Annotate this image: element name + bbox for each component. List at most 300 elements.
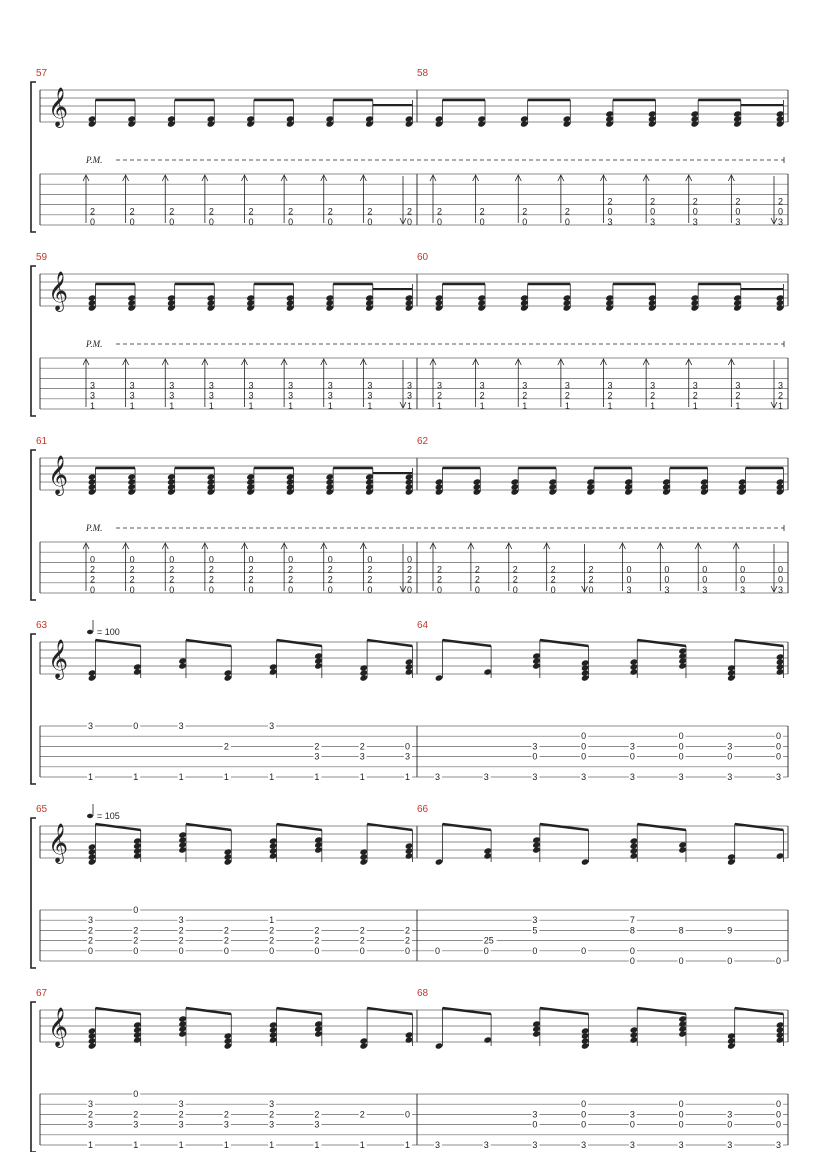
notehead xyxy=(630,1026,639,1033)
tab-fret-number: 3 xyxy=(626,584,632,595)
notehead xyxy=(776,294,785,301)
tab-fret-number: 1 xyxy=(407,400,413,411)
tab-fret-number: 3 xyxy=(88,915,94,926)
notehead xyxy=(314,836,323,843)
tab-fret-number: 2 xyxy=(178,935,184,946)
tab-fret-number: 2 xyxy=(327,564,333,575)
notehead xyxy=(405,842,414,849)
tab-fret-number: 3 xyxy=(678,772,684,782)
tab-fret-number: 3 xyxy=(90,380,96,391)
notehead xyxy=(563,115,572,122)
notehead xyxy=(325,115,334,122)
notehead xyxy=(405,115,414,122)
tempo-note-icon xyxy=(87,630,93,634)
tab-fret-number: 0 xyxy=(778,206,784,217)
tab-fret-number: 0 xyxy=(629,956,635,966)
notehead xyxy=(207,294,216,301)
notehead xyxy=(224,1032,233,1039)
tab-fret-number: 3 xyxy=(178,721,184,731)
tab-fret-number: 0 xyxy=(626,574,632,585)
notehead xyxy=(648,294,657,301)
notehead xyxy=(207,473,216,480)
tab-fret-number: 3 xyxy=(178,1119,184,1130)
tab-fret-number: 0 xyxy=(359,945,365,956)
tab-fret-number: 0 xyxy=(208,216,214,227)
tab-fret-number: 2 xyxy=(588,574,594,585)
tab-fret-number: 2 xyxy=(607,390,613,401)
tab-fret-number: 0 xyxy=(678,1119,684,1130)
tab-fret-number: 2 xyxy=(288,564,294,575)
tab-fret-number: 3 xyxy=(735,380,741,391)
tab-fret-number: 8 xyxy=(629,925,635,936)
tab-fret-number: 3 xyxy=(223,1119,229,1130)
tab-fret-number: 3 xyxy=(248,380,254,391)
tab-fret-number: 2 xyxy=(550,564,556,575)
palm-mute-label: P.M. xyxy=(86,523,103,533)
tab-fret-number: 1 xyxy=(437,400,443,411)
notehead xyxy=(405,1031,414,1038)
tab-fret-number: 2 xyxy=(437,390,443,401)
tab-fret-number: 2 xyxy=(90,564,96,575)
tab-fret-number: 3 xyxy=(208,390,214,401)
notehead xyxy=(405,294,414,301)
tab-fret-number: 0 xyxy=(778,574,784,585)
tab-fret-number: 2 xyxy=(437,564,443,575)
notehead xyxy=(167,115,176,122)
tempo-marking: = 105 xyxy=(97,811,120,821)
tab-fret-number: 0 xyxy=(650,206,656,217)
tab-fret-number: 2 xyxy=(437,206,443,217)
treble-clef-icon: 𝄞 xyxy=(48,823,69,863)
measure-number: 63 xyxy=(36,620,48,631)
notehead xyxy=(314,652,323,659)
notehead xyxy=(133,663,142,670)
tab-fret-number: 9 xyxy=(727,925,733,936)
tab-fret-number: 1 xyxy=(359,1140,365,1150)
measure-number: 68 xyxy=(417,988,429,999)
tab-fret-number: 0 xyxy=(532,945,538,956)
tab-fret-number: 3 xyxy=(678,1140,684,1150)
tab-fret-number: 0 xyxy=(678,731,684,742)
tab-fret-number: 0 xyxy=(223,945,229,956)
tab-fret-number: 3 xyxy=(407,380,413,391)
tab-fret-number: 0 xyxy=(629,1119,635,1130)
notehead xyxy=(314,1020,323,1027)
notehead xyxy=(605,110,614,117)
tab-fret-number: 2 xyxy=(90,206,96,217)
notehead xyxy=(286,115,295,122)
beam xyxy=(637,1008,686,1014)
tab-fret-number: 3 xyxy=(269,1099,275,1110)
tab-fret-number: 2 xyxy=(564,206,570,217)
tab-fret-number: 2 xyxy=(314,741,320,752)
tab-fret-number: 0 xyxy=(314,945,320,956)
tab-fret-number: 0 xyxy=(778,564,784,575)
tab-fret-number: 0 xyxy=(678,751,684,762)
notehead xyxy=(365,294,374,301)
tab-fret-number: 1 xyxy=(133,1140,139,1150)
tab-fret-number: 2 xyxy=(367,574,373,585)
tab-fret-number: 0 xyxy=(327,584,333,595)
tab-fret-number: 2 xyxy=(650,196,656,207)
tab-fret-number: 0 xyxy=(248,554,254,565)
tab-fret-number: 3 xyxy=(169,390,175,401)
tab-fret-number: 0 xyxy=(405,741,411,752)
tab-fret-number: 2 xyxy=(129,564,135,575)
tab-fret-number: 2 xyxy=(288,206,294,217)
tab-fret-number: 2 xyxy=(588,564,594,575)
notehead xyxy=(483,847,492,854)
tab-fret-number: 2 xyxy=(314,1109,320,1120)
measure-number: 60 xyxy=(417,252,429,263)
tab-fret-number: 2 xyxy=(133,1109,139,1120)
tab-fret-number: 1 xyxy=(269,1140,275,1150)
tab-fret-number: 0 xyxy=(129,216,135,227)
tab-fret-number: 2 xyxy=(90,574,96,585)
notehead xyxy=(365,115,374,122)
tab-fret-number: 0 xyxy=(407,216,413,227)
notehead xyxy=(586,478,595,485)
tab-fret-number: 3 xyxy=(288,390,294,401)
beam xyxy=(277,640,322,646)
tab-fret-number: 0 xyxy=(327,554,333,565)
beam xyxy=(540,640,589,646)
tab-fret-number: 0 xyxy=(407,584,413,595)
tab-fret-number: 1 xyxy=(607,400,613,411)
system xyxy=(31,620,788,784)
tab-fret-number: 3 xyxy=(248,390,254,401)
notehead xyxy=(700,478,709,485)
notehead xyxy=(532,836,541,843)
tab-fret-number: 0 xyxy=(581,945,587,956)
notehead xyxy=(776,852,785,859)
tab-fret-number: 0 xyxy=(129,554,135,565)
tab-fret-number: 2 xyxy=(169,206,175,217)
tab-fret-number: 7 xyxy=(629,915,635,926)
tab-fret-number: 0 xyxy=(437,584,443,595)
tempo-marking: = 100 xyxy=(97,627,120,637)
notehead xyxy=(127,473,136,480)
tab-fret-number: 2 xyxy=(522,206,528,217)
tab-fret-number: 0 xyxy=(664,564,670,575)
beam xyxy=(637,640,686,646)
tab-fret-number: 0 xyxy=(776,1119,782,1130)
tab-fret-number: 0 xyxy=(367,584,373,595)
tab-fret-number: 2 xyxy=(129,574,135,585)
beam xyxy=(95,1008,140,1014)
measure-number: 61 xyxy=(36,436,48,447)
tab-fret-number: 3 xyxy=(692,216,698,227)
measure-number: 65 xyxy=(36,804,48,815)
tab-fret-number: 2 xyxy=(269,935,275,946)
tab-fret-number: 2 xyxy=(178,925,184,936)
tab-fret-number: 1 xyxy=(405,772,411,782)
tab-fret-number: 2 xyxy=(208,564,214,575)
tab-fret-number: 3 xyxy=(522,380,528,391)
tab-fret-number: 0 xyxy=(776,956,782,966)
system-bracket xyxy=(31,450,36,600)
beam xyxy=(367,640,412,646)
notehead xyxy=(690,110,699,117)
tab-fret-number: 2 xyxy=(133,925,139,936)
notehead xyxy=(224,669,233,676)
beam xyxy=(442,640,491,646)
tab-fret-number: 3 xyxy=(629,772,635,782)
tab-fret-number: 0 xyxy=(581,731,587,742)
tab-fret-number: 2 xyxy=(522,390,528,401)
notehead xyxy=(733,294,742,301)
tempo-note-icon xyxy=(87,814,93,818)
tab-fret-number: 0 xyxy=(678,1109,684,1120)
notehead xyxy=(624,478,633,485)
system-bracket xyxy=(31,1002,36,1152)
tab-fret-number: 3 xyxy=(532,915,538,926)
tab-fret-number: 3 xyxy=(532,1140,538,1150)
tab-fret-number: 2 xyxy=(359,741,365,752)
palm-mute-label: P.M. xyxy=(86,339,103,349)
notehead xyxy=(678,647,687,654)
tab-fret-number: 3 xyxy=(727,772,733,782)
tab-fret-number: 3 xyxy=(776,1140,782,1150)
tab-fret-number: 1 xyxy=(88,772,94,782)
notehead xyxy=(520,115,529,122)
tab-fret-number: 3 xyxy=(564,380,570,391)
tab-fret-number: 1 xyxy=(169,400,175,411)
system-bracket xyxy=(31,82,36,232)
notehead xyxy=(662,478,671,485)
tab-fret-number: 2 xyxy=(735,196,741,207)
tab-fret-number: 2 xyxy=(133,935,139,946)
tab-fret-number: 0 xyxy=(435,945,441,956)
treble-clef-icon: 𝄞 xyxy=(48,639,69,679)
notehead xyxy=(435,858,444,865)
tab-fret-number: 0 xyxy=(581,1119,587,1130)
tab-fret-number: 0 xyxy=(581,751,587,762)
notehead xyxy=(365,473,374,480)
palm-mute-label: P.M. xyxy=(86,155,103,165)
tab-fret-number: 0 xyxy=(129,584,135,595)
tab-fret-number: 1 xyxy=(208,400,214,411)
notehead xyxy=(127,294,136,301)
tab-fret-number: 2 xyxy=(223,741,229,752)
notehead xyxy=(286,294,295,301)
tab-fret-number: 0 xyxy=(727,1119,733,1130)
tab-fret-number: 2 xyxy=(437,574,443,585)
tab-fret-number: 2 xyxy=(359,1109,365,1120)
tab-fret-number: 3 xyxy=(129,380,135,391)
beam xyxy=(186,1008,231,1014)
tab-fret-number: 2 xyxy=(564,390,570,401)
tab-fret-number: 2 xyxy=(778,390,784,401)
tab-fret-number: 1 xyxy=(692,400,698,411)
tab-fret-number: 3 xyxy=(735,216,741,227)
tab-fret-number: 3 xyxy=(532,741,538,752)
notehead xyxy=(435,294,444,301)
notehead xyxy=(88,669,97,676)
beam xyxy=(367,824,412,830)
beam xyxy=(186,824,231,830)
tab-fret-number: 2 xyxy=(269,1109,275,1120)
tab-fret-number: 3 xyxy=(702,584,708,595)
beam xyxy=(735,824,784,830)
tab-fret-number: 1 xyxy=(90,400,96,411)
tab-fret-number: 0 xyxy=(88,945,94,956)
tab-fret-number: 0 xyxy=(550,584,556,595)
tab-fret-number: 2 xyxy=(327,574,333,585)
tab-fret-number: 2 xyxy=(512,564,518,575)
notehead xyxy=(224,848,233,855)
beam xyxy=(95,824,140,830)
notehead xyxy=(269,837,278,844)
tab-fret-number: 3 xyxy=(133,1119,139,1130)
notehead xyxy=(133,1021,142,1028)
tab-fret-number: 0 xyxy=(581,741,587,752)
tab-fret-number: 0 xyxy=(248,216,254,227)
tab-fret-number: 0 xyxy=(740,574,746,585)
notehead xyxy=(435,1042,444,1049)
tab-fret-number: 3 xyxy=(581,772,587,782)
tab-fret-number: 3 xyxy=(532,772,538,782)
tab-fret-number: 2 xyxy=(405,935,411,946)
tab-fret-number: 1 xyxy=(178,772,184,782)
tab-fret-number: 0 xyxy=(581,1099,587,1110)
tab-fret-number: 0 xyxy=(629,945,635,956)
tab-fret-number: 2 xyxy=(178,1109,184,1120)
tab-fret-number: 0 xyxy=(776,741,782,752)
notehead xyxy=(167,294,176,301)
tab-fret-number: 0 xyxy=(512,584,518,595)
tab-fret-number: 0 xyxy=(405,945,411,956)
tab-fret-number: 3 xyxy=(314,751,320,762)
tab-fret-number: 0 xyxy=(735,206,741,217)
tab-fret-number: 0 xyxy=(474,584,480,595)
system xyxy=(31,804,788,968)
tab-fret-number: 0 xyxy=(740,564,746,575)
measure-number: 64 xyxy=(417,620,429,631)
tab-fret-number: 2 xyxy=(405,925,411,936)
notehead xyxy=(581,858,590,865)
tab-fret-number: 0 xyxy=(169,584,175,595)
beam xyxy=(540,1008,589,1014)
beam xyxy=(277,1008,322,1014)
tab-fret-number: 1 xyxy=(178,1140,184,1150)
measure-number: 59 xyxy=(36,252,48,263)
tab-fret-number: 2 xyxy=(314,925,320,936)
tab-fret-number: 3 xyxy=(88,1099,94,1110)
notehead xyxy=(133,837,142,844)
tab-fret-number: 1 xyxy=(223,1140,229,1150)
tab-fret-number: 0 xyxy=(776,751,782,762)
beam xyxy=(442,824,491,830)
system xyxy=(31,436,788,600)
tab-fret-number: 1 xyxy=(405,1140,411,1150)
tab-fret-number: 0 xyxy=(522,216,528,227)
tab-fret-number: 3 xyxy=(483,772,489,782)
tab-fret-number: 1 xyxy=(314,1140,320,1150)
notehead xyxy=(359,1037,368,1044)
tab-fret-number: 2 xyxy=(692,196,698,207)
tab-fret-number: 2 xyxy=(248,574,254,585)
tab-fret-number: 2 xyxy=(474,564,480,575)
tab-fret-number: 0 xyxy=(626,564,632,575)
tab-fret-number: 2 xyxy=(88,1109,94,1120)
tab-fret-number: 0 xyxy=(664,574,670,585)
notehead xyxy=(520,294,529,301)
tab-fret-number: 2 xyxy=(248,564,254,575)
notehead xyxy=(532,1020,541,1027)
notehead xyxy=(88,115,97,122)
notehead xyxy=(581,659,590,666)
notehead xyxy=(88,294,97,301)
treble-clef-icon: 𝄞 xyxy=(48,455,69,495)
notehead xyxy=(532,652,541,659)
tab-fret-number: 1 xyxy=(564,400,570,411)
notehead xyxy=(690,294,699,301)
tab-fret-number: 2 xyxy=(208,574,214,585)
tab-fret-number: 0 xyxy=(479,216,485,227)
tab-fret-number: 3 xyxy=(437,380,443,391)
tab-fret-number: 1 xyxy=(288,400,294,411)
notehead xyxy=(563,294,572,301)
notehead xyxy=(435,674,444,681)
tab-fret-number: 0 xyxy=(90,554,96,565)
tab-fret-number: 3 xyxy=(650,380,656,391)
notehead xyxy=(178,657,187,664)
notehead xyxy=(88,473,97,480)
tab-fret-number: 0 xyxy=(437,216,443,227)
tab-fret-number: 0 xyxy=(367,216,373,227)
tab-fret-number: 1 xyxy=(269,772,275,782)
beam xyxy=(735,640,784,646)
tab-fret-number: 2 xyxy=(407,564,413,575)
notehead xyxy=(581,1027,590,1034)
notehead xyxy=(127,115,136,122)
tab-fret-number: 3 xyxy=(692,380,698,391)
tab-fret-number: 2 xyxy=(735,390,741,401)
notehead xyxy=(605,294,614,301)
tab-fret-number: 0 xyxy=(776,1099,782,1110)
tab-fret-number: 0 xyxy=(327,216,333,227)
tab-fret-number: 1 xyxy=(269,915,275,926)
tab-fret-number: 0 xyxy=(288,554,294,565)
treble-clef-icon: 𝄞 xyxy=(48,87,69,127)
tab-fret-number: 2 xyxy=(169,564,175,575)
notehead xyxy=(435,478,444,485)
system-bracket xyxy=(31,634,36,784)
tab-fret-number: 0 xyxy=(288,584,294,595)
tab-fret-number: 0 xyxy=(483,945,489,956)
tab-fret-number: 2 xyxy=(650,390,656,401)
notehead xyxy=(630,837,639,844)
beam xyxy=(442,1008,491,1014)
tab-fret-number: 2 xyxy=(223,925,229,936)
tab-fret-number: 1 xyxy=(479,400,485,411)
tab-fret-number: 3 xyxy=(581,1140,587,1150)
tab-fret-number: 2 xyxy=(327,206,333,217)
tab-fret-number: 3 xyxy=(629,1109,635,1120)
system-bracket xyxy=(31,266,36,416)
tab-fret-number: 0 xyxy=(169,216,175,227)
tab-fret-number: 3 xyxy=(178,1099,184,1110)
beam xyxy=(367,1008,412,1014)
tab-fret-number: 3 xyxy=(405,751,411,762)
notehead xyxy=(435,115,444,122)
tab-fret-number: 3 xyxy=(607,216,613,227)
notehead xyxy=(548,478,557,485)
tab-fret-number: 0 xyxy=(90,584,96,595)
tab-fret-number: 0 xyxy=(727,956,733,966)
notehead xyxy=(727,664,736,671)
